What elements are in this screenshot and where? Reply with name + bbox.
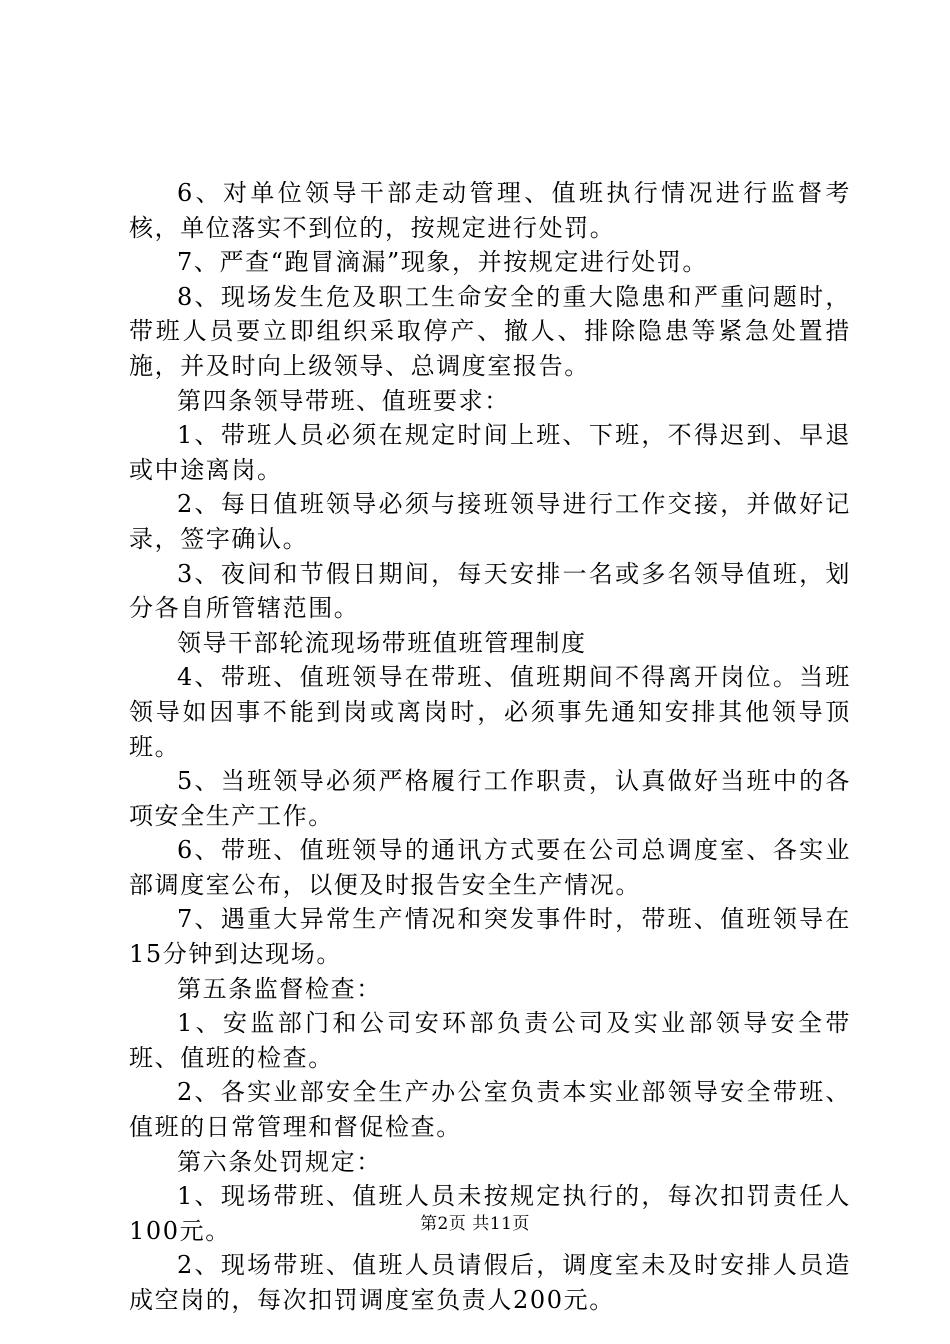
paragraph: 4、带班、值班领导在带班、值班期间不得离开岗位。当班领导如因事不能到岗或离岗时，必须事先通知安排其他领导顶班。 (129, 663, 851, 761)
paragraph: 8、现场发生危及职工生命安全的重大隐患和严重问题时，带班人员要立即组织采取停产、撤人、排除隐患等紧急处置措施，并及时向上级领导、总调度室报告。 (129, 282, 851, 380)
paragraph: 1、带班人员必须在规定时间上班、下班，不得迟到、早退或中途离岗。 (129, 421, 851, 484)
document-title-line: 领导干部轮流现场带班值班管理制度 (177, 628, 587, 657)
paragraph: 7、遇重大异常生产情况和突发事件时，带班、值班领导在15分钟到达现场。 (129, 905, 851, 969)
paragraph: 2、现场带班、值班人员请假后，调度室未及时安排人员造成空岗的，每次扣罚调度室负责人200元。 (129, 1251, 851, 1314)
paragraph: 2、每日值班领导必须与接班领导进行工作交接，并做好记录，签字确认。 (129, 490, 851, 553)
paragraph: 6、带班、值班领导的通讯方式要在公司总调度室、各实业部调度室公布，以便及时报告安全生产情况。 (129, 836, 851, 899)
paragraph: 2、各实业部安全生产办公室负责本实业部领导安全带班、值班的日常管理和督促检查。 (129, 1078, 851, 1142)
paragraph: 1、现场带班、值班人员未按规定执行的，每次扣罚责任人100元。 (129, 1182, 851, 1245)
paragraph: 3、夜间和节假日期间，每天安排一名或多名领导值班，划分各自所管辖范围。 (129, 559, 851, 623)
page-footer (0, 1213, 950, 1235)
section-heading: 第五条监督检查： (177, 974, 382, 1003)
paragraph: 6、对单位领导干部走动管理、值班执行情况进行监督考核，单位落实不到位的，按规定进行处罚。 (129, 179, 851, 242)
section-heading: 第六条处罚规定： (177, 1147, 382, 1176)
paragraph: 7、严查“跑冒滴漏”现象，并按规定进行处罚。 (177, 248, 709, 277)
section-heading: 第四条领导带班、值班要求： (177, 386, 510, 415)
paragraph: 1、安监部门和公司安环部负责公司及实业部领导安全带班、值班的检查。 (129, 1009, 851, 1072)
document-body (129, 176, 851, 1318)
page-number: 第2页 共11页 (420, 1214, 530, 1234)
paragraph: 5、当班领导必须严格履行工作职责，认真做好当班中的各项安全生产工作。 (129, 767, 851, 830)
